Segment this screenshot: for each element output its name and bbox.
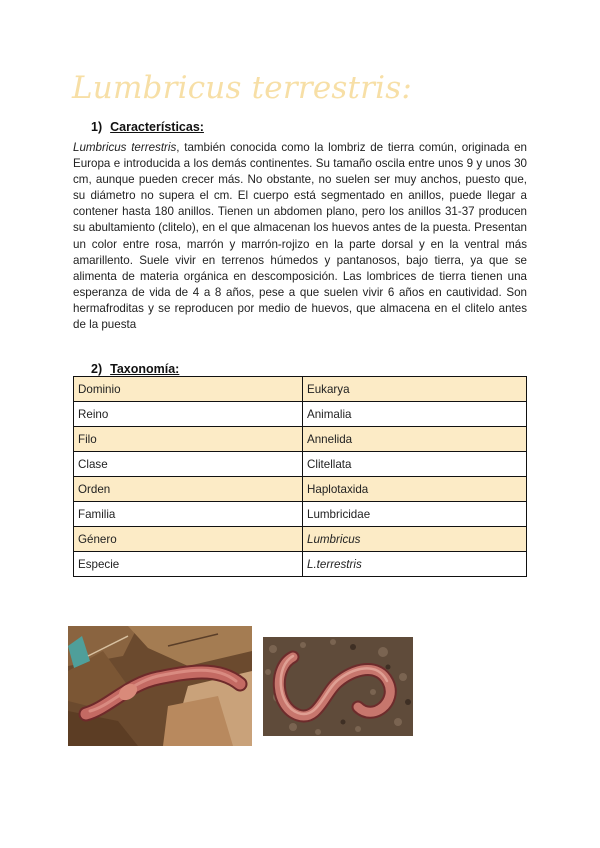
value-cell: Lumbricus: [303, 527, 527, 552]
rank-cell: Filo: [74, 427, 303, 452]
table-row: [74, 427, 527, 452]
section-heading-taxonomy: [91, 362, 179, 376]
paragraph-body: , también conocida como la lombriz de tierra común, originada en Europa e introducida a los demás continentes. Su tamaño oscila entre unos 9 y unos 30 cm, aunque pueden crecer más. No obstante, no suelen ser muy anchos, puesto que, su diámetro no supera el cm. El cuerpo está segmentado en anillos, puede llegar a contener hasta 180 anillos. Tienen un abdomen plano, pero los anillos 31-37 producen su abultamiento (clitelo), en el que almacenan los huevos antes de la puesta. Presentan un color entre rosa, marrón y marrón-rojizo en la parte dorsal y en la ventral más amarillento. Suele vivir en terrenos húmedos y pantanosos, bajo tierra, ya que se alimenta de materia orgánica en descomposición. Las lombrices de tierra tienen una esperanza de vida de 4 a 8 años, pese a que suelen vivir 6 años en cautividad. Son hermafroditas y se reproducen por medio de huevos, que almacena en el clitelo antes de la puesta: [73, 141, 528, 332]
section-heading-characteristics: [91, 120, 204, 134]
section-label: Características:: [110, 120, 204, 134]
table-row: [74, 452, 527, 477]
rank-cell: Clase: [74, 452, 303, 477]
species-name-italic: Lumbricus terrestris: [73, 141, 177, 154]
table-row: [74, 377, 527, 402]
rank-cell: Familia: [74, 502, 303, 527]
value-cell: L.terrestris: [303, 552, 527, 577]
table-row: [74, 477, 527, 502]
table-row: [74, 502, 527, 527]
section-number: 1): [91, 120, 103, 134]
value-cell: Animalia: [303, 402, 527, 427]
characteristics-paragraph: [73, 140, 527, 333]
rank-cell: Orden: [74, 477, 303, 502]
value-cell: Clitellata: [303, 452, 527, 477]
earthworm-on-soil-photo: [263, 637, 413, 736]
section-label: Taxonomía:: [110, 362, 180, 376]
page-title: Lumbricus terrestris:: [72, 70, 413, 106]
value-cell: Haplotaxida: [303, 477, 527, 502]
rank-cell: Reino: [74, 402, 303, 427]
value-cell: Eukarya: [303, 377, 527, 402]
earthworm-on-leaves-photo: [68, 626, 252, 746]
earthworm-soil-illustration: [263, 637, 413, 736]
rank-cell: Género: [74, 527, 303, 552]
table-row: [74, 527, 527, 552]
earthworm-leaves-illustration: [68, 626, 252, 746]
section-number: 2): [91, 362, 103, 376]
value-cell: Annelida: [303, 427, 527, 452]
rank-cell: Dominio: [74, 377, 303, 402]
value-cell: Lumbricidae: [303, 502, 527, 527]
taxonomy-table: [73, 376, 527, 577]
table-row: [74, 552, 527, 577]
rank-cell: Especie: [74, 552, 303, 577]
table-row: [74, 402, 527, 427]
